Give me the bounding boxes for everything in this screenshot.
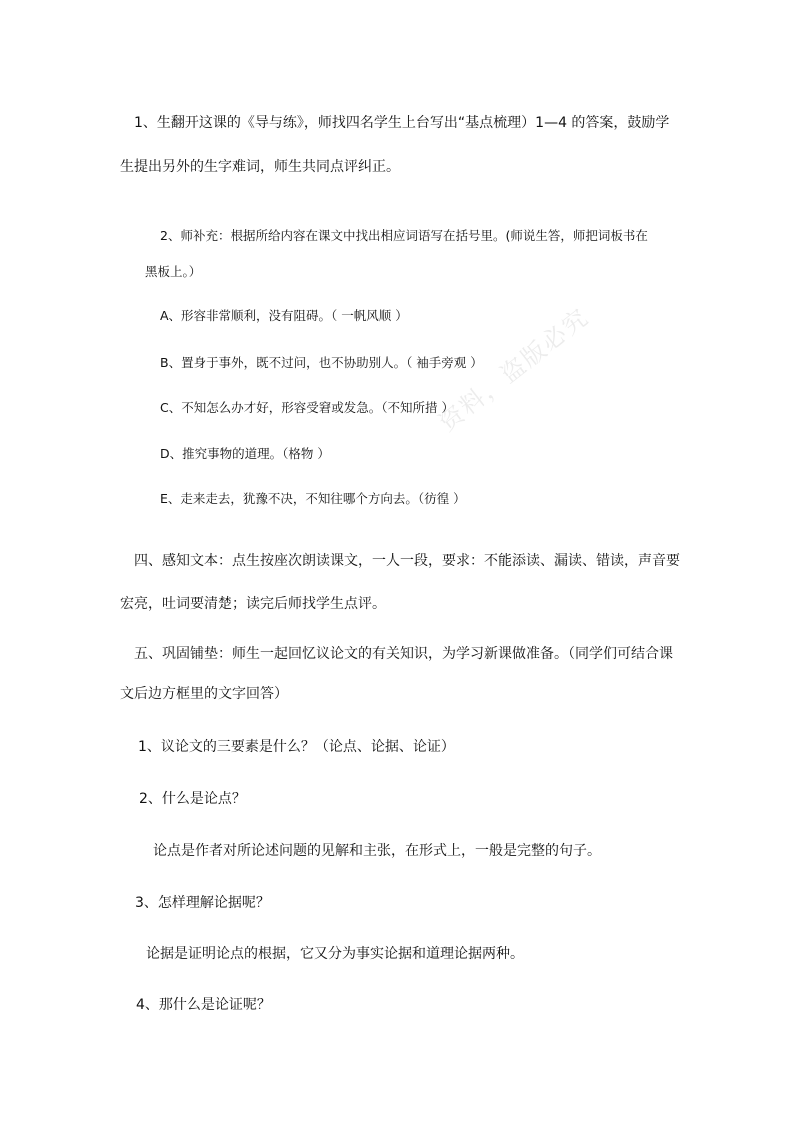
paragraph-1-line-1: 1、生翻开这课的《导与练》，师找四名学生上台写出“基点梳理）1—4 的答案，鼓励学 bbox=[134, 115, 670, 131]
list-item-c: C、不知怎么办才好，形容受窘或发急。（不知所措 ） bbox=[160, 400, 454, 415]
section-4-line-1: 四、感知文本：点生按座次朗读课文，一人一段，要求：不能添读、漏读、错读，声音要 bbox=[134, 553, 680, 569]
question-3: 3、怎样理解论据呢？ bbox=[135, 895, 270, 911]
section-5-line-1: 五、巩固铺垫：师生一起回忆议论文的有关知识，为学习新课做准备。（同学们可结合课 bbox=[134, 646, 673, 662]
paragraph-1-line-2: 生提出另外的生字难词，师生共同点评纠正。 bbox=[120, 159, 400, 175]
question-4: 4、那什么是论证呢？ bbox=[136, 997, 271, 1013]
list-item-b: B、置身于事外，既不过问，也不协助别人。（ 袖手旁观 ） bbox=[160, 355, 483, 370]
list-item-d: D、推究事物的道理。（格物 ） bbox=[160, 446, 330, 461]
section-5-line-2: 文后边方框里的文字回答） bbox=[120, 686, 288, 702]
answer-3: 论据是证明论点的根据，它又分为事实论据和道理论据两种。 bbox=[146, 946, 524, 962]
watermark: 资料，盗版必究 bbox=[433, 302, 595, 437]
list-item-a: A、形容非常顺利，没有阻碍。（ 一帆风顺 ） bbox=[160, 308, 408, 323]
paragraph-2-line-1: 2、师补充：根据所给内容在课文中找出相应词语写在括号里。(师说生答，师把词板书在 bbox=[160, 228, 648, 243]
question-2: 2、什么是论点？ bbox=[139, 791, 246, 807]
list-item-e: E、走来走去，犹豫不决，不知往哪个方向去。（彷徨 ） bbox=[160, 491, 466, 506]
question-1: 1、议论文的三要素是什么？（论点、论据、论证） bbox=[138, 739, 455, 755]
answer-2: 论点是作者对所论述问题的见解和主张，在形式上，一般是完整的句子。 bbox=[153, 843, 601, 859]
section-4-line-2: 宏亮，吐词要清楚；读完后师找学生点评。 bbox=[120, 596, 386, 612]
paragraph-2-line-2: 黑板上。） bbox=[145, 264, 202, 279]
